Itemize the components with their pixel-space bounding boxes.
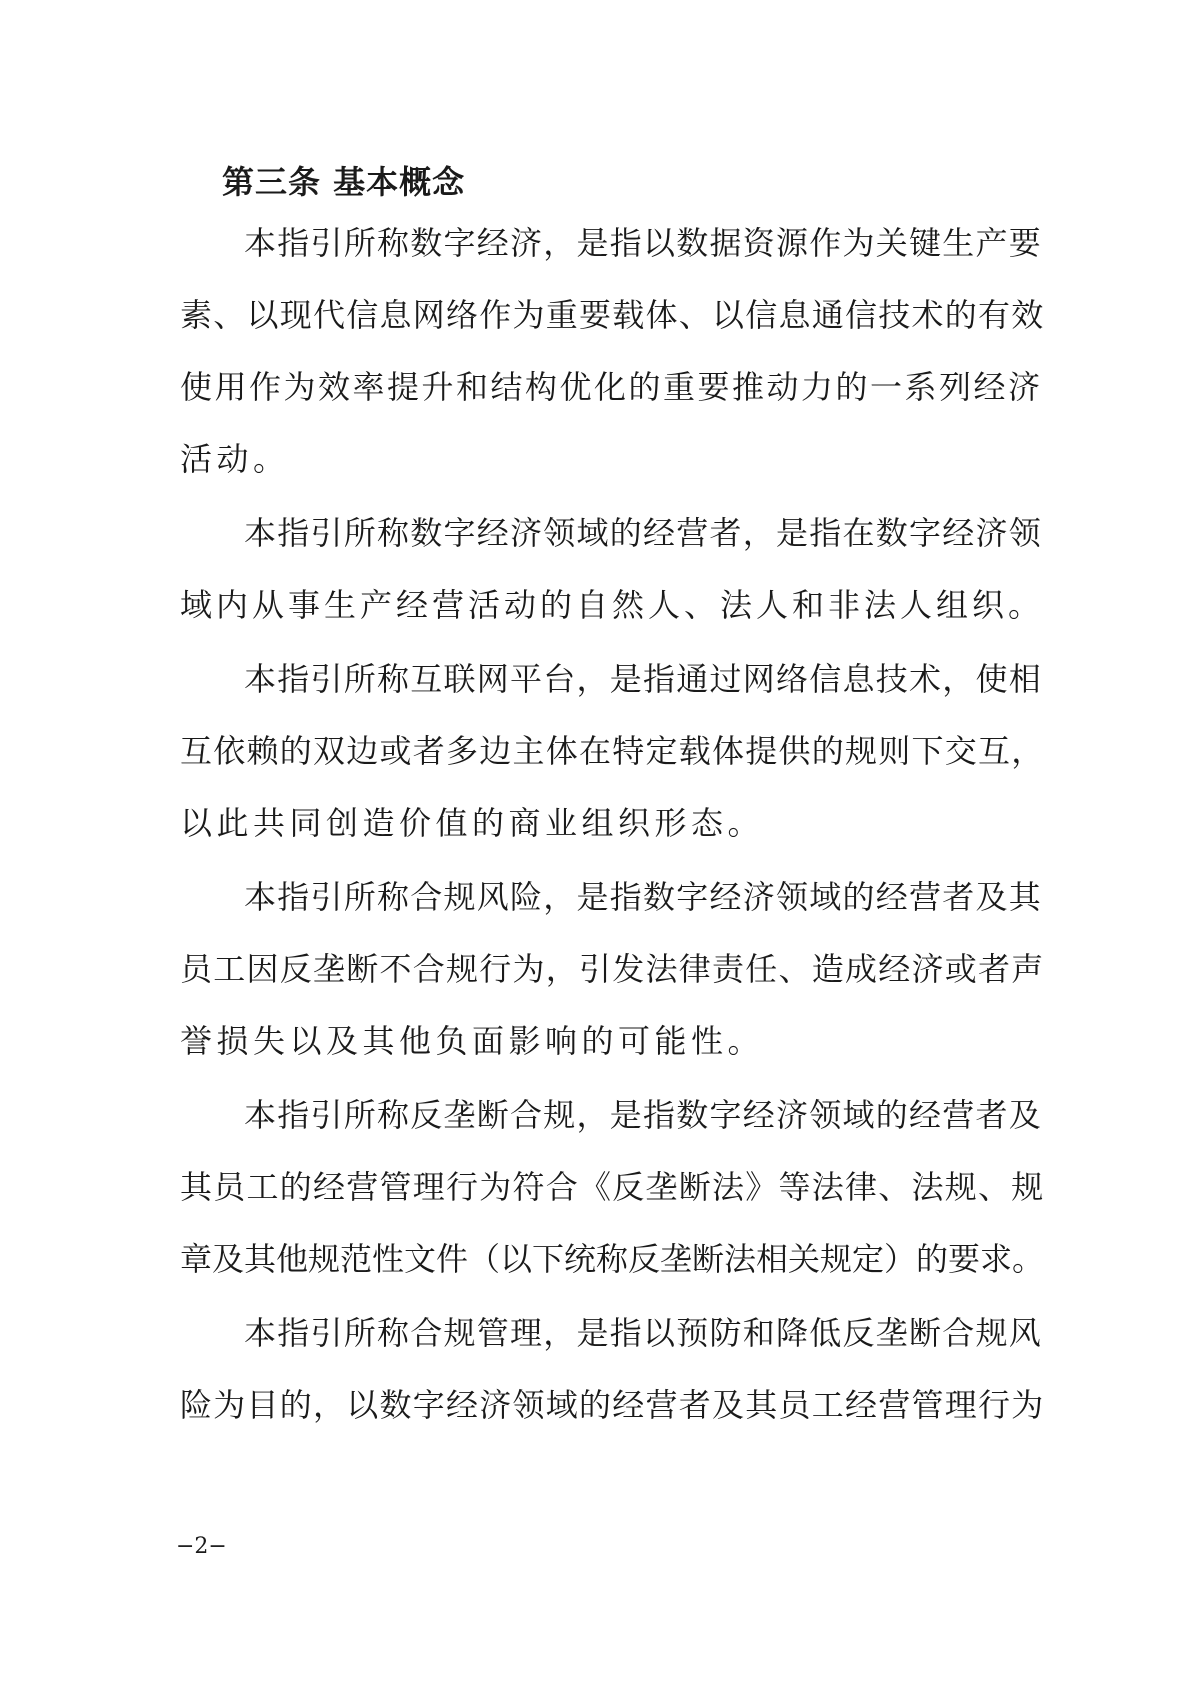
article-heading: 第三条 基本概念 — [222, 163, 466, 201]
paragraph-1-line-1: 本指引所称数字经济，是指以数据资源作为关键生产要 — [244, 224, 1043, 262]
paragraph-3-line-2: 互依赖的双边或者多边主体在特定载体提供的规则下交互， — [180, 732, 1045, 770]
paragraph-6-line-1: 本指引所称合规管理，是指以预防和降低反垄断合规风 — [244, 1314, 1043, 1352]
paragraph-2-line-1: 本指引所称数字经济领域的经营者，是指在数字经济领 — [244, 514, 1043, 552]
paragraph-4-line-1: 本指引所称合规风险，是指数字经济领域的经营者及其 — [244, 878, 1043, 916]
paragraph-6-line-2: 险为目的，以数字经济领域的经营者及其员工经营管理行为 — [180, 1386, 1045, 1424]
paragraph-1-line-2: 素、以现代信息网络作为重要载体、以信息通信技术的有效 — [180, 296, 1045, 334]
page-number: −2− — [176, 1534, 227, 1559]
paragraph-4-line-2: 员工因反垄断不合规行为，引发法律责任、造成经济或者声 — [180, 950, 1045, 988]
paragraph-5-line-2: 其员工的经营管理行为符合《反垄断法》等法律、法规、规 — [180, 1168, 1045, 1206]
paragraph-4-line-3: 誉损失以及其他负面影响的可能性。 — [180, 1022, 765, 1060]
paragraph-2-line-2: 域内从事生产经营活动的自然人、法人和非法人组织。 — [180, 586, 1045, 624]
paragraph-3-line-1: 本指引所称互联网平台，是指通过网络信息技术，使相 — [244, 660, 1043, 698]
paragraph-5-line-3: 章及其他规范性文件（以下统称反垄断法相关规定）的要求。 — [180, 1240, 1045, 1278]
paragraph-5-line-1: 本指引所称反垄断合规，是指数字经济领域的经营者及 — [244, 1096, 1043, 1134]
paragraph-1-line-4: 活动。 — [180, 440, 290, 478]
paragraph-1-line-3: 使用作为效率提升和结构优化的重要推动力的一系列经济 — [180, 368, 1043, 406]
paragraph-3-line-3: 以此共同创造价值的商业组织形态。 — [180, 804, 765, 842]
